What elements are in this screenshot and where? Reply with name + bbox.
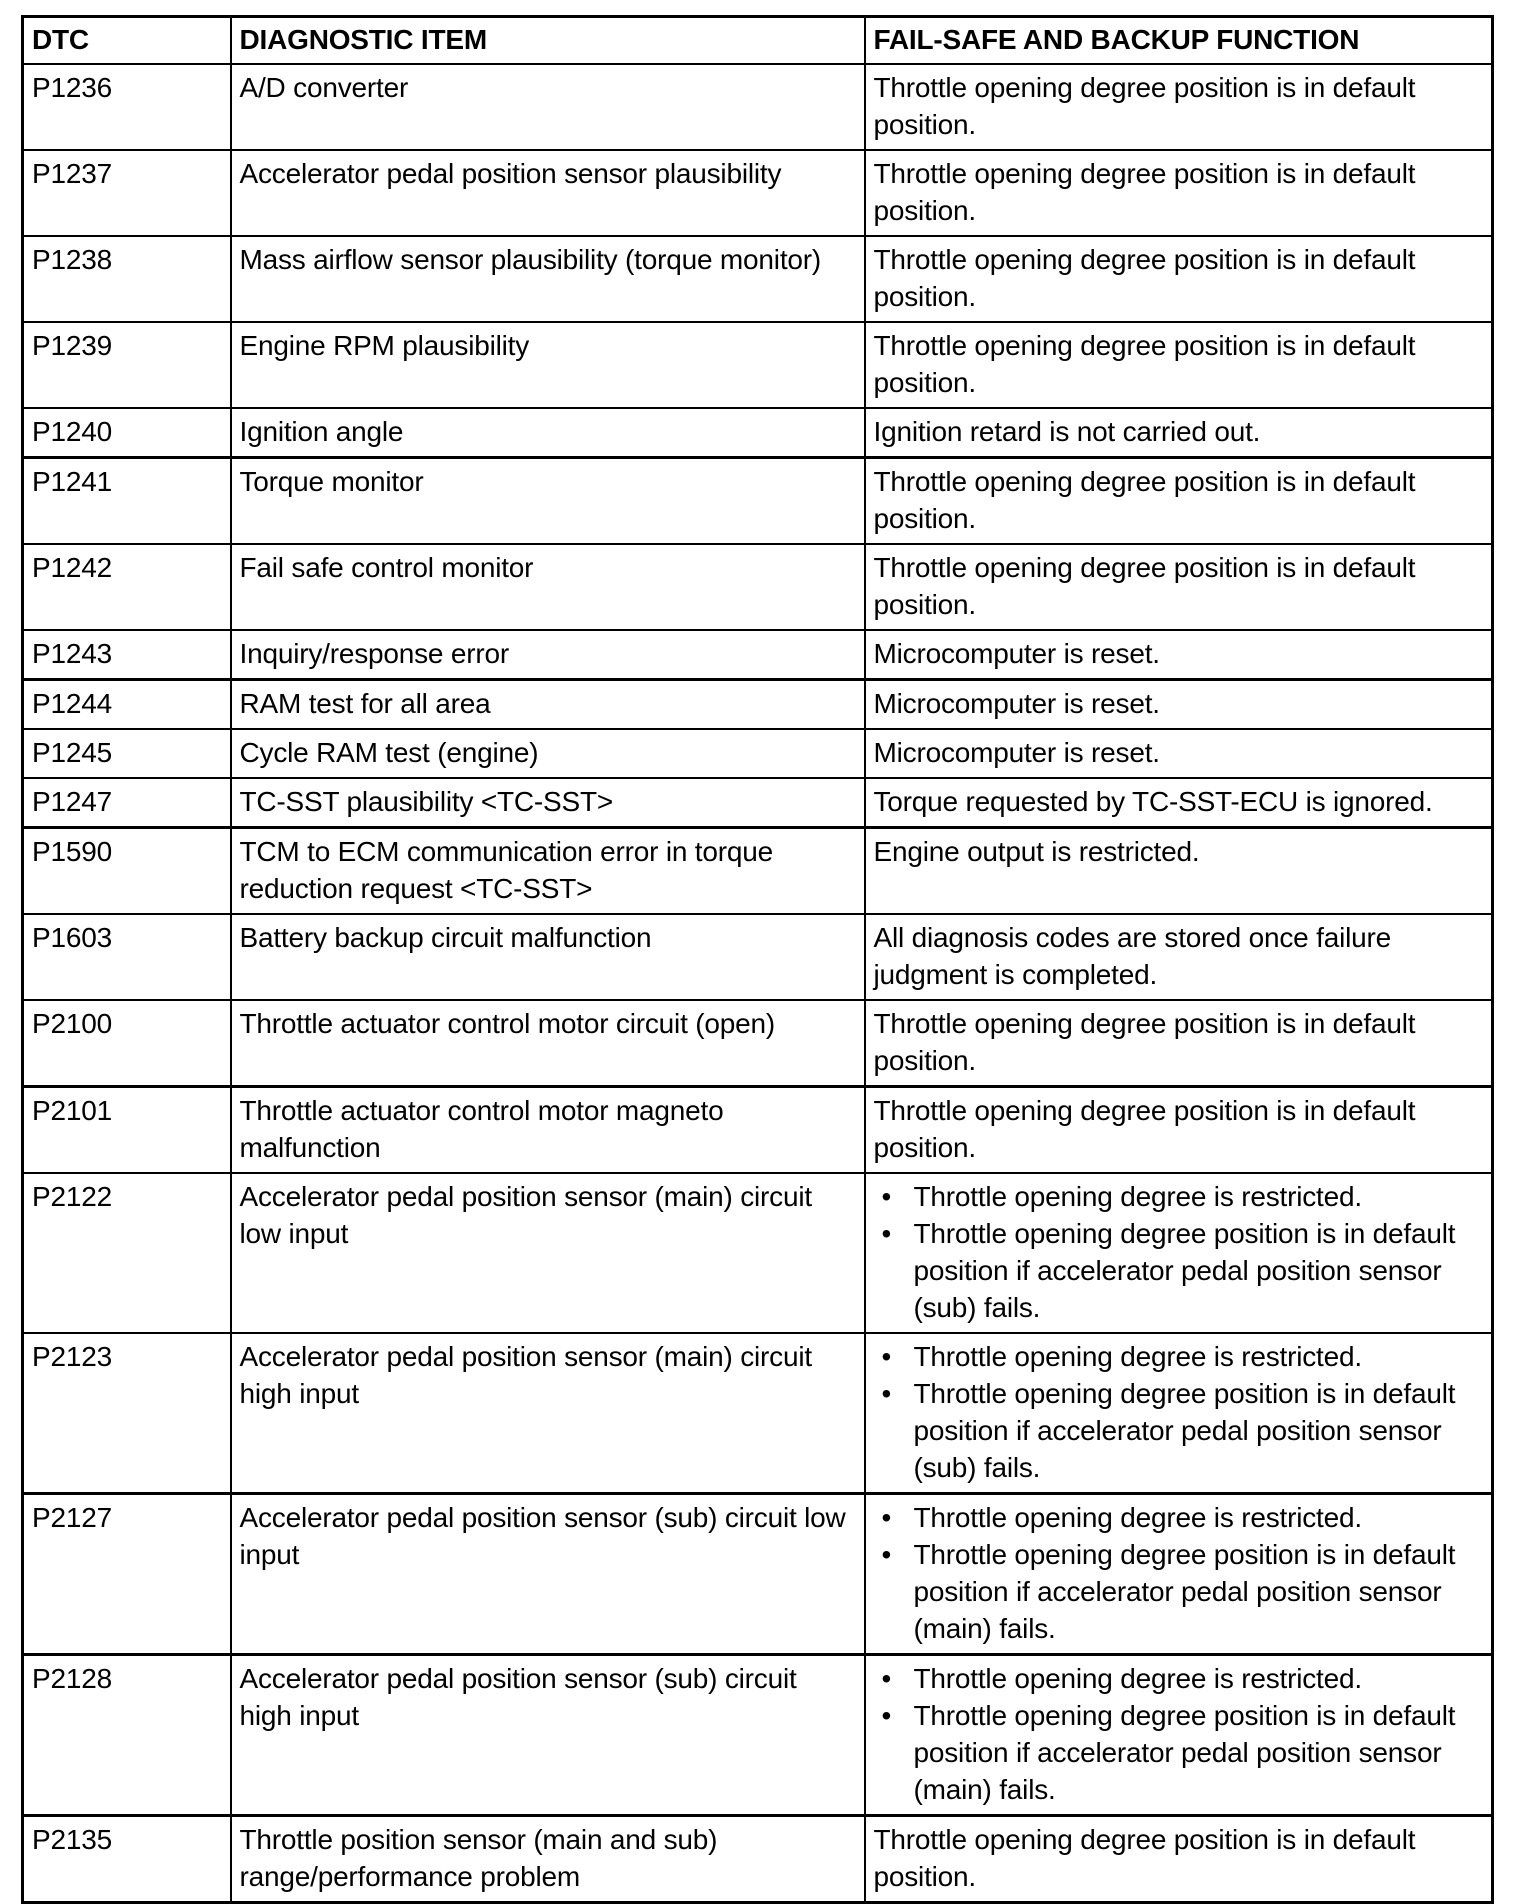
diagnostic-item: Fail safe control monitor xyxy=(231,544,865,630)
bullet-icon: • xyxy=(881,1378,892,1409)
diagnostic-item: Accelerator pedal position sensor (sub) circuit high input xyxy=(231,1655,865,1816)
table-row xyxy=(23,1333,1493,1494)
table-row xyxy=(23,680,1493,730)
diagnostic-item: Cycle RAM test (engine) xyxy=(231,729,865,778)
failsafe-function: Microcomputer is reset. xyxy=(865,680,1493,730)
failsafe-function: Engine output is restricted. xyxy=(865,828,1493,915)
diagnostic-item: Accelerator pedal position sensor plausibility xyxy=(231,150,865,236)
table-row xyxy=(23,729,1493,778)
dtc-failsafe-table xyxy=(21,15,1494,1904)
table-row xyxy=(23,150,1493,236)
failsafe-function: Throttle opening degree position is in default position. xyxy=(865,544,1493,630)
failsafe-function: Microcomputer is reset. xyxy=(865,729,1493,778)
failsafe-function: Throttle opening degree position is in default position. xyxy=(865,1816,1493,1903)
diagnostic-item: RAM test for all area xyxy=(231,680,865,730)
table-row xyxy=(23,322,1493,408)
bullet-icon: • xyxy=(881,1181,892,1212)
table-row xyxy=(23,1655,1493,1816)
dtc-code: P1242 xyxy=(23,544,231,630)
table-row xyxy=(23,1087,1493,1174)
failsafe-function: Throttle opening degree position is in default position. xyxy=(865,1087,1493,1174)
table-row xyxy=(23,778,1493,828)
dtc-code: P1603 xyxy=(23,914,231,1000)
table-header-row xyxy=(23,17,1493,65)
failsafe-function: Throttle opening degree position is in default position. xyxy=(865,458,1493,545)
dtc-code: P1243 xyxy=(23,630,231,680)
bullet-icon: • xyxy=(881,1218,892,1249)
table-row xyxy=(23,1494,1493,1655)
dtc-code: P2128 xyxy=(23,1655,231,1816)
diagnostic-item: TCM to ECM communication error in torque reduction request <TC-SST> xyxy=(231,828,865,915)
bullet-item: • Throttle opening degree position is in default position if accelerator pedal position sensor (main) fails. xyxy=(874,1697,1484,1808)
table-row xyxy=(23,1816,1493,1903)
table-row xyxy=(23,408,1493,458)
failsafe-function: Ignition retard is not carried out. xyxy=(865,408,1493,458)
diagnostic-item: Engine RPM plausibility xyxy=(231,322,865,408)
dtc-code: P2122 xyxy=(23,1173,231,1333)
header-diagnostic-item: DIAGNOSTIC ITEM xyxy=(231,17,865,65)
diagnostic-item: Accelerator pedal position sensor (sub) circuit low input xyxy=(231,1494,865,1655)
dtc-code: P2100 xyxy=(23,1000,231,1087)
dtc-code: P1239 xyxy=(23,322,231,408)
dtc-code: P1240 xyxy=(23,408,231,458)
table-row xyxy=(23,1000,1493,1087)
dtc-code: P1238 xyxy=(23,236,231,322)
dtc-code: P1241 xyxy=(23,458,231,545)
diagnostic-item: Ignition angle xyxy=(231,408,865,458)
dtc-code: P1247 xyxy=(23,778,231,828)
bullet-item: • Throttle opening degree position is in default position if accelerator pedal position sensor (sub) fails. xyxy=(874,1375,1484,1486)
failsafe-bullet-list xyxy=(874,1338,1484,1486)
bullet-item: • Throttle opening degree position is in default position if accelerator pedal position sensor (sub) fails. xyxy=(874,1215,1484,1326)
table-row xyxy=(23,828,1493,915)
failsafe-function xyxy=(865,1494,1493,1655)
bullet-icon: • xyxy=(881,1700,892,1731)
header-failsafe-function: FAIL-SAFE AND BACKUP FUNCTION xyxy=(865,17,1493,65)
table-row xyxy=(23,64,1493,150)
bullet-item: • Throttle opening degree is restricted. xyxy=(874,1338,1484,1375)
diagnostic-item: Torque monitor xyxy=(231,458,865,545)
diagnostic-item: Throttle actuator control motor magneto malfunction xyxy=(231,1087,865,1174)
diagnostic-item: A/D converter xyxy=(231,64,865,150)
failsafe-function: All diagnosis codes are stored once failure judgment is completed. xyxy=(865,914,1493,1000)
table-row xyxy=(23,236,1493,322)
failsafe-function: Throttle opening degree position is in default position. xyxy=(865,150,1493,236)
bullet-item: • Throttle opening degree is restricted. xyxy=(874,1660,1484,1697)
bullet-icon: • xyxy=(881,1663,892,1694)
diagnostic-item: Mass airflow sensor plausibility (torque monitor) xyxy=(231,236,865,322)
bullet-item: • Throttle opening degree is restricted. xyxy=(874,1499,1484,1536)
failsafe-function xyxy=(865,1173,1493,1333)
dtc-code: P2127 xyxy=(23,1494,231,1655)
header-dtc: DTC xyxy=(23,17,231,65)
failsafe-function: Torque requested by TC-SST-ECU is ignored. xyxy=(865,778,1493,828)
dtc-code: P2135 xyxy=(23,1816,231,1903)
dtc-code: P2123 xyxy=(23,1333,231,1494)
dtc-code: P1245 xyxy=(23,729,231,778)
diagnostic-item: Inquiry/response error xyxy=(231,630,865,680)
failsafe-bullet-list xyxy=(874,1178,1484,1326)
diagnostic-item: Battery backup circuit malfunction xyxy=(231,914,865,1000)
failsafe-function xyxy=(865,1333,1493,1494)
diagnostic-item: Throttle position sensor (main and sub) range/performance problem xyxy=(231,1816,865,1903)
table-row xyxy=(23,630,1493,680)
bullet-icon: • xyxy=(881,1539,892,1570)
failsafe-function: Throttle opening degree position is in default position. xyxy=(865,236,1493,322)
diagnostic-item: Accelerator pedal position sensor (main) circuit low input xyxy=(231,1173,865,1333)
bullet-icon: • xyxy=(881,1341,892,1372)
failsafe-function: Throttle opening degree position is in default position. xyxy=(865,64,1493,150)
table-row xyxy=(23,544,1493,630)
table-row xyxy=(23,458,1493,545)
dtc-code: P1590 xyxy=(23,828,231,915)
dtc-code: P1237 xyxy=(23,150,231,236)
dtc-code: P2101 xyxy=(23,1087,231,1174)
failsafe-function xyxy=(865,1655,1493,1816)
dtc-code: P1244 xyxy=(23,680,231,730)
failsafe-function: Throttle opening degree position is in default position. xyxy=(865,1000,1493,1087)
table-row xyxy=(23,1173,1493,1333)
diagnostic-item: TC-SST plausibility <TC-SST> xyxy=(231,778,865,828)
bullet-icon: • xyxy=(881,1502,892,1533)
dtc-code: P1236 xyxy=(23,64,231,150)
table-row xyxy=(23,914,1493,1000)
bullet-item: • Throttle opening degree is restricted. xyxy=(874,1178,1484,1215)
failsafe-bullet-list xyxy=(874,1660,1484,1808)
failsafe-function: Microcomputer is reset. xyxy=(865,630,1493,680)
bullet-item: • Throttle opening degree position is in default position if accelerator pedal position sensor (main) fails. xyxy=(874,1536,1484,1647)
diagnostic-item: Throttle actuator control motor circuit (open) xyxy=(231,1000,865,1087)
failsafe-function: Throttle opening degree position is in default position. xyxy=(865,322,1493,408)
diagnostic-item: Accelerator pedal position sensor (main) circuit high input xyxy=(231,1333,865,1494)
failsafe-bullet-list xyxy=(874,1499,1484,1647)
